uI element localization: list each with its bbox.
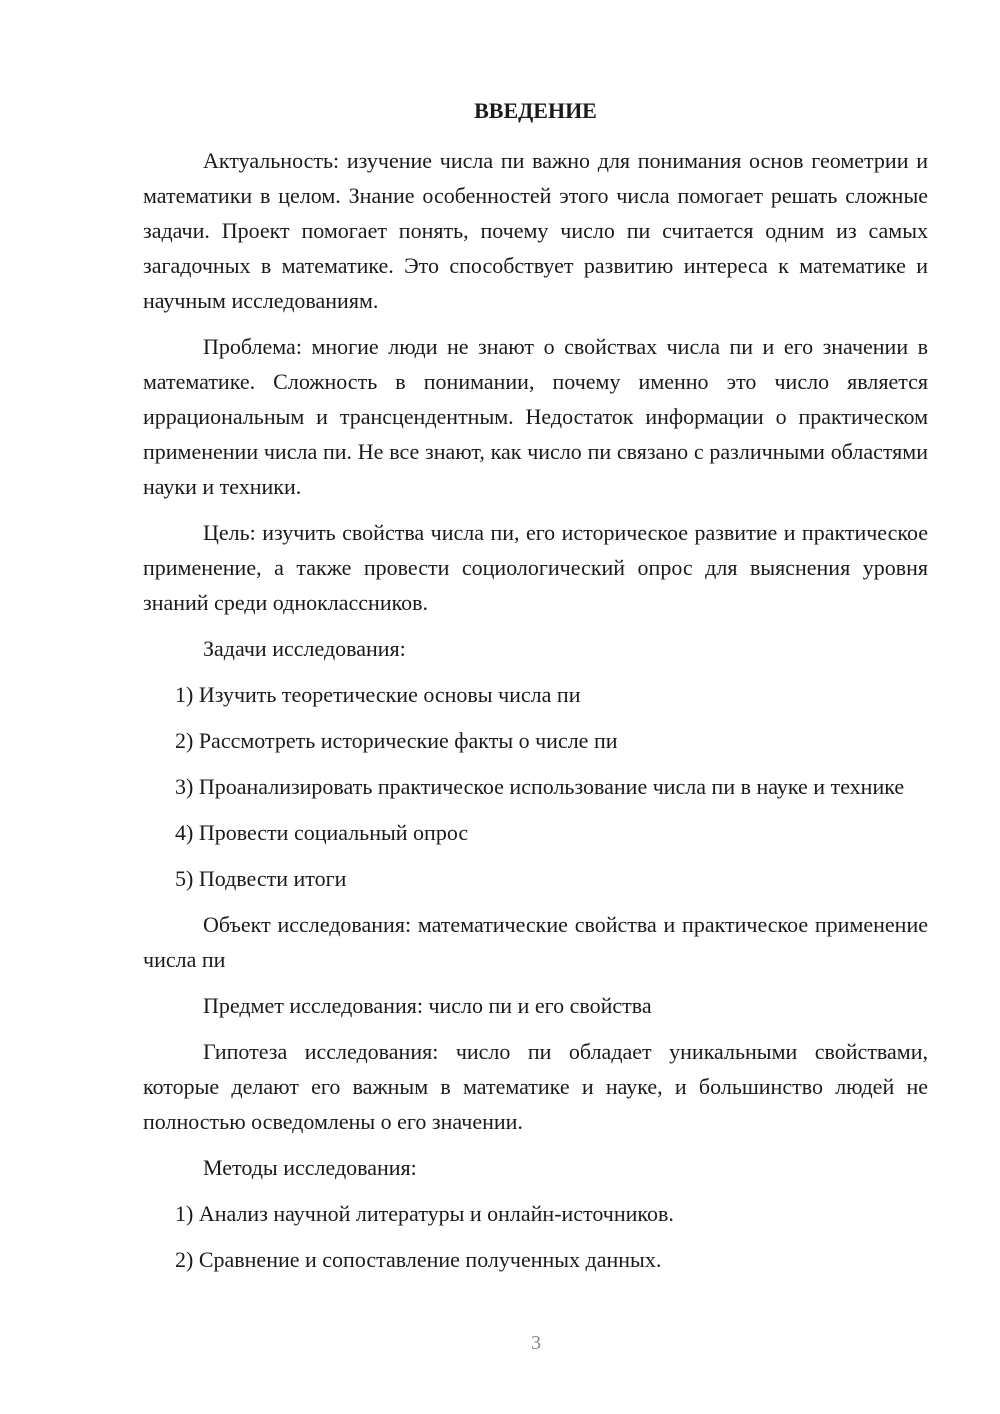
problem-paragraph: Проблема: многие люди не знают о свойствах числа пи и его значении в математике. Сложность в понимании, почему именно это число является иррациональным и трансцендентным. Недостаток информации о практическом применении числа пи. Не все знают, как число пи связано с различными областями науки и техники. [143,334,928,499]
method-item: 1) Анализ научной литературы и онлайн-источников. [175,1201,674,1226]
page-number: 3 [531,1332,541,1354]
object-paragraph: Объект исследования: математические свойства и практическое применение числа пи [143,912,928,972]
section-title: ВВЕДЕНИЕ [474,98,597,123]
method-item: 2) Сравнение и сопоставление полученных данных. [175,1247,662,1272]
task-item: 5) Подвести итоги [175,866,347,891]
task-item: 2) Рассмотреть исторические факты о числе пи [175,728,618,753]
document-page [143,93,928,1288]
tasks-heading: Задачи исследования: [203,636,406,661]
task-item: 3) Проанализировать практическое использование числа пи в науке и технике [175,774,905,799]
methods-heading: Методы исследования: [203,1155,417,1180]
relevance-paragraph: Актуальность: изучение числа пи важно для понимания основ геометрии и математики в целом. Знание особенностей этого числа помогает решать сложные задачи. Проект помогает понять, почему число пи считается одним из самых загадочных в математике. Это способствует развитию интереса к математике и научным исследованиям. [143,148,928,313]
subject-paragraph: Предмет исследования: число пи и его свойства [203,993,652,1018]
task-item: 4) Провести социальный опрос [175,820,469,845]
hypothesis-paragraph: Гипотеза исследования: число пи обладает уникальными свойствами, которые делают его важным в математике и науке, и большинство людей не полностью осведомлены о его значении. [143,1039,928,1134]
task-item: 1) Изучить теоретические основы числа пи [175,682,581,707]
goal-paragraph: Цель: изучить свойства числа пи, его историческое развитие и практическое применение, а также провести социологический опрос для выяснения уровня знаний среди одноклассников. [143,520,928,615]
